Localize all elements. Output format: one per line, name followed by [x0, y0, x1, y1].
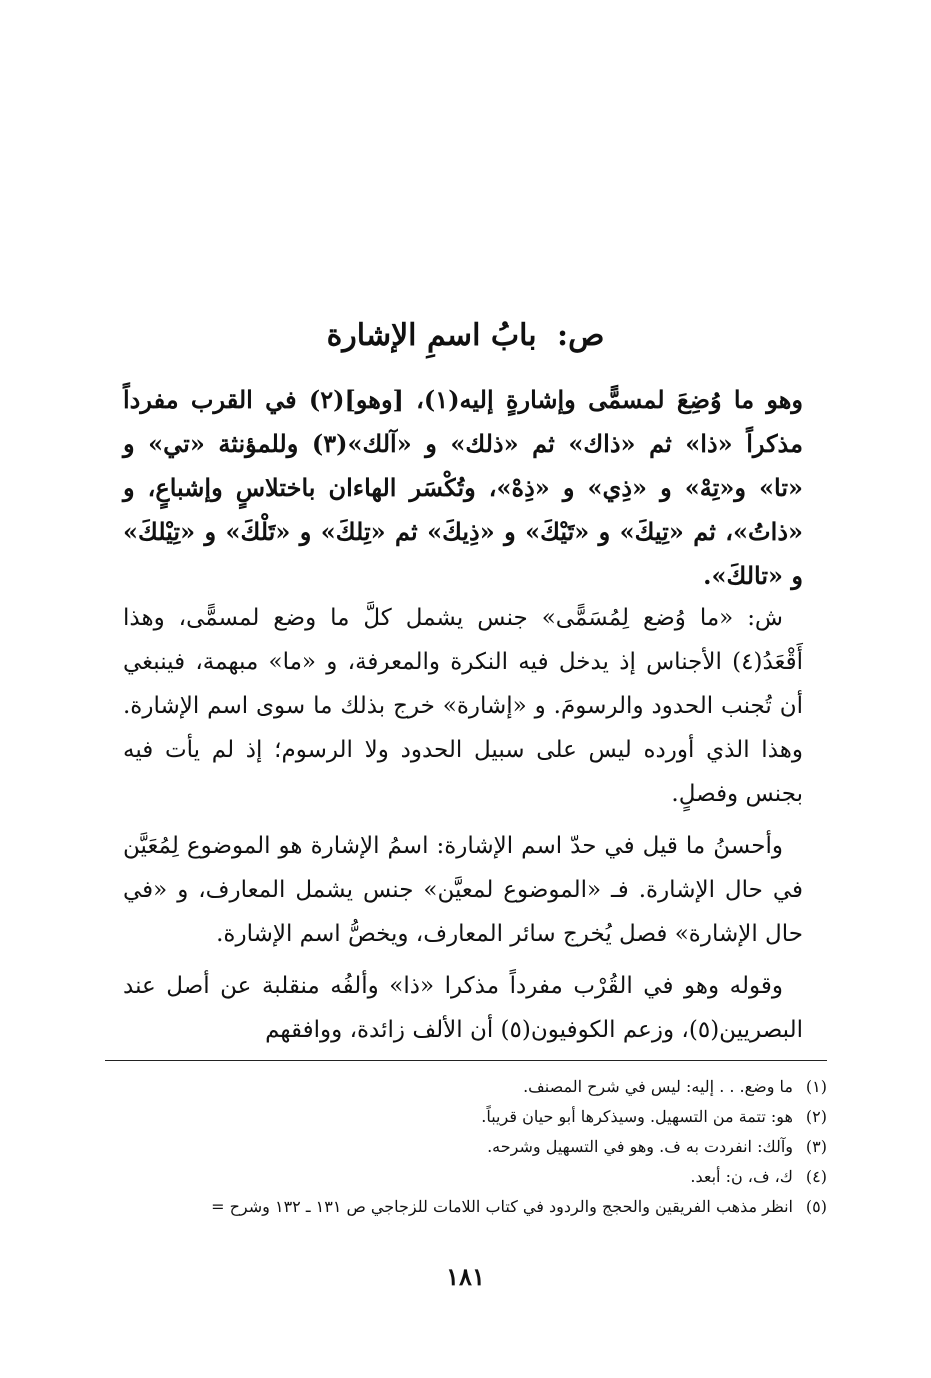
footnote-text: هو: تتمة من التسهيل. وسيذكرها أبو حيان قريباً.: [481, 1107, 793, 1126]
footnote-divider: [105, 1060, 827, 1061]
footnote-text: ما وضع. . . إليه: ليس في شرح المصنف.: [523, 1077, 793, 1096]
footnotes: [105, 1072, 827, 1222]
footnote-number: (٥): [805, 1197, 827, 1216]
footnote-1: [105, 1072, 827, 1102]
commentary-paragraph-1: [123, 596, 803, 816]
footnote-number: (٣): [805, 1137, 827, 1156]
commentary-paragraph-3: وقوله وهو في القُرْب مفرداً مذكرا «ذا» وألفُه منقلبة عن أصل عند البصريين(٥)، وزعم الكوفيون(٥) أن الألف زائدة، ووافقهم: [123, 973, 803, 1043]
commentary-paragraph-1-text: «ما وُضع لِمُسَمًّى» جنس يشمل كلَّ ما وضع لمسمًّى، وهذا أَقْعَدُ(٤) الأجناس إذ يدخل فيه النكرة والمعرفة، و «ما» مبهمة، فينبغي أن تُجنب الحدود والرسومَ. و «إشارة» خرج بذلك ما سوى اسم الإشارة. وهذا الذي أورده ليس على سبيل الحدود ولا الرسوم؛ إذ لم يأت فيه بجنس وفصلٍ.: [123, 605, 803, 807]
footnote-4: [105, 1162, 827, 1192]
footnote-2: [105, 1102, 827, 1132]
commentary-paragraph-2: وأحسنُ ما قيل في حدّ اسم الإشارة: اسمُ الإشارة هو الموضوع لِمُعَيَّن في حال الإشارة. فـ «الموضوع لمعيَّن» جنس يشمل المعارف، و «في حال الإشارة» فصل يُخرج سائر المعارف، ويخصُّ اسم الإشارة.: [123, 833, 803, 947]
footnote-5: [105, 1192, 827, 1222]
footnote-text: وآلك: انفردت به ف. وهو في التسهيل وشرحه.: [487, 1137, 793, 1156]
footnote-text: ك، ف، ن: أبعد.: [690, 1167, 793, 1186]
commentary-label: ش:: [747, 605, 784, 631]
heading-title: بابُ اسمِ الإشارة: [326, 318, 537, 353]
footnote-number: (٢): [805, 1107, 827, 1126]
footnote-number: (١): [805, 1077, 827, 1096]
footnote-3: [105, 1132, 827, 1162]
section-heading: [0, 312, 931, 360]
commentary: [123, 596, 803, 1060]
main-text: وهو ما وُضِعَ لمسمًّى وإشارةٍ إليه(١)، [وهو](٢) في القرب مفرداً مذكراً «ذا» ثم «ذاك» ثم «ذلك» و «آلك»(٣) وللمؤنثة «تي» و «تا» و«تِهْ» و «ذِي» و «ذِهْ»، وتُكْسَر الهاءان باختلاسٍ وإشباعٍ، و «ذاتُ»، ثم «تِيكَ» و «تَيْكَ» و «ذِيكَ» ثم «تِلكَ» و «تَلْكَ» و «تِيْلكَ» و «تالكَ».: [123, 385, 804, 590]
footnote-text: انظر مذهب الفريقين والحجج والردود في كتاب اللامات للزجاجي ص ١٣١ ـ ١٣٢ وشرح =: [211, 1197, 793, 1216]
heading-label: ص:: [557, 318, 605, 353]
page-number: ١٨١: [446, 1262, 485, 1291]
footnote-number: (٤): [805, 1167, 827, 1186]
